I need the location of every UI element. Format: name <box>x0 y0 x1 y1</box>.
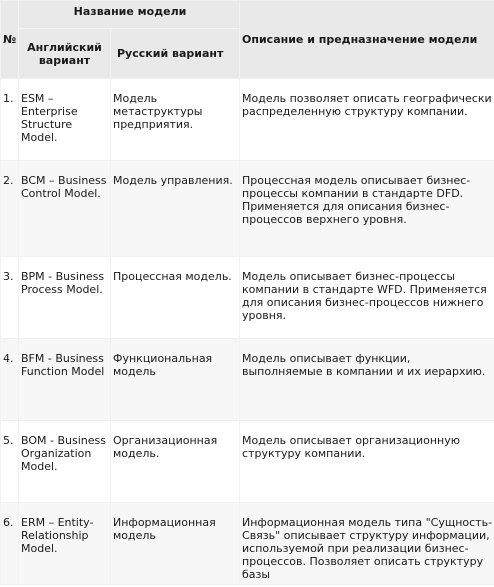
table-row <box>1 161 494 257</box>
row-russian: Функциональная модель <box>111 339 240 421</box>
row-num: 3. <box>1 257 19 339</box>
row-description: Процессная модель описывает бизнес-процессы компании в стандарте DFD. Применяется для описания бизнес-процессов верхнего уровня. <box>240 161 494 257</box>
row-english: BFM - Business Function Model <box>19 339 111 421</box>
row-english: ERM – Entity-Relationship Model. <box>19 503 111 585</box>
row-russian: Организационная модель. <box>111 421 240 503</box>
table-row <box>1 257 494 339</box>
table-row <box>1 339 494 421</box>
row-russian: Модель метаструктуры предприятия. <box>111 79 240 161</box>
row-num: 1. <box>1 79 19 161</box>
header-english: Английский вариант <box>19 29 111 79</box>
table-row <box>1 503 494 585</box>
row-english: BOM - Business Organization Model. <box>19 421 111 503</box>
row-num: 2. <box>1 161 19 257</box>
row-num: 4. <box>1 339 19 421</box>
header-description: Описание и предназначение модели <box>240 1 494 79</box>
row-russian: Информационная модель <box>111 503 240 585</box>
row-english: ESM – Enterprise Structure Model. <box>19 79 111 161</box>
row-english: BCM – Business Control Model. <box>19 161 111 257</box>
row-russian: Процессная модель. <box>111 257 240 339</box>
row-description: Модель описывает бизнес-процессы компании в стандарте WFD. Применяется для описания бизнес-процессов нижнего уровня. <box>240 257 494 339</box>
header-model-name: Название модели <box>19 1 240 29</box>
table-row <box>1 421 494 503</box>
row-description: Модель описывает функции, выполняемые в компании и их иерархию. <box>240 339 494 421</box>
table-row <box>1 79 494 161</box>
row-description: Информационная модель типа "Сущность-Связь" описывает структуру информации, используемой при реализации бизнес-процессов. Позволяет описать структуру базы <box>240 503 494 585</box>
row-description: Модель позволяет описать географически распределенную структуру компании. <box>240 79 494 161</box>
header-russian: Русский вариант <box>111 29 240 79</box>
row-russian: Модель управления. <box>111 161 240 257</box>
row-english: BPM - Business Process Model. <box>19 257 111 339</box>
row-description: Модель описывает организационную структуру компании. <box>240 421 494 503</box>
header-num: № <box>1 1 19 79</box>
row-num: 6. <box>1 503 19 585</box>
row-num: 5. <box>1 421 19 503</box>
